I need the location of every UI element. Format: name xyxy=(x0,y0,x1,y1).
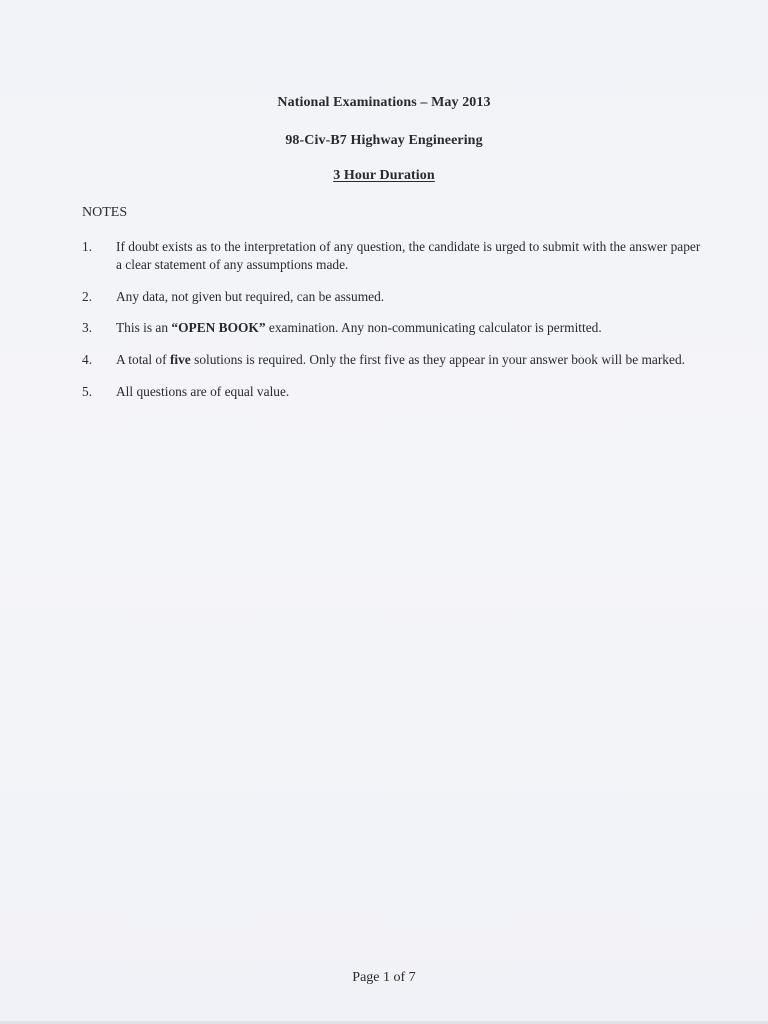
note-text-part: Any data, not given but required, can be assumed. xyxy=(116,289,385,304)
note-emphasis: “OPEN BOOK” xyxy=(171,320,266,335)
notes-heading: NOTES xyxy=(82,205,128,220)
note-number: 5. xyxy=(82,384,93,399)
exam-duration: 3 Hour Duration xyxy=(333,168,435,183)
note-item xyxy=(82,319,702,337)
note-number: 1. xyxy=(82,239,93,254)
note-text xyxy=(116,383,702,401)
note-text xyxy=(116,351,702,369)
notes-list xyxy=(82,238,702,401)
exam-title: National Examinations – May 2013 xyxy=(277,95,491,110)
note-text-part: A total of xyxy=(116,352,170,367)
note-emphasis: five xyxy=(169,352,191,367)
note-item xyxy=(82,288,702,306)
note-text-part: examination. Any non-communicating calculator is permitted. xyxy=(265,320,602,335)
note-item xyxy=(82,383,702,401)
note-text-part: All questions are of equal value. xyxy=(116,384,290,399)
note-text-part: This is an xyxy=(116,320,172,335)
course-title: 98-Civ-B7 Highway Engineering xyxy=(285,133,483,148)
note-text-part: If doubt exists as to the interpretation of any question, the candidate is urged to submit with the answer paper a clear statement of any assumptions made. xyxy=(116,239,701,272)
note-number: 4. xyxy=(82,352,93,367)
page-number: Page 1 of 7 xyxy=(352,970,416,985)
note-number: 3. xyxy=(82,320,93,335)
note-text xyxy=(116,319,702,337)
note-text xyxy=(116,288,702,306)
note-text xyxy=(116,238,702,274)
note-text-part: solutions is required. Only the first five as they appear in your answer book will be marked. xyxy=(190,352,685,367)
note-item xyxy=(82,238,702,274)
note-number: 2. xyxy=(82,289,93,304)
note-item xyxy=(82,351,702,369)
